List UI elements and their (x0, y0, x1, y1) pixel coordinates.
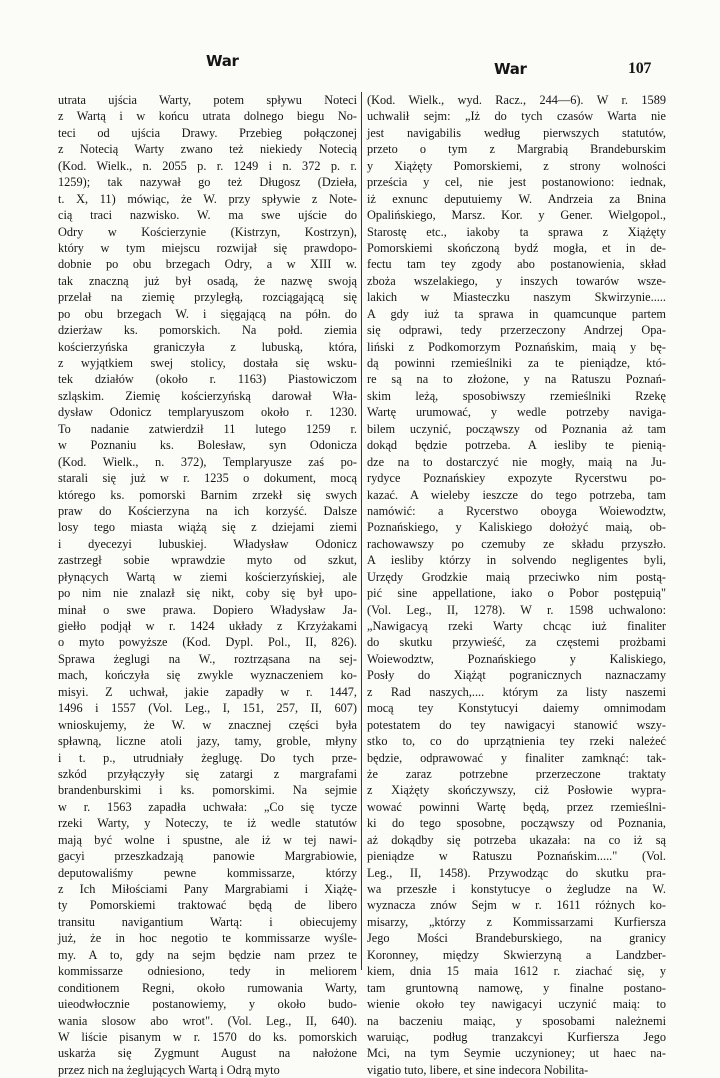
text-line: jest navigabilis według pierwszych statutów, (367, 125, 666, 140)
text-line: wania slosow abo wrot". (Vol. Leg., II, 640). (58, 1013, 357, 1028)
text-line: rydyce Poznańskiey expozyte Rycerstwu po- (367, 471, 666, 486)
text-line: z Xiążęty skończywszy, ciż Posłowie wypra- (367, 783, 666, 798)
text-line: Jego Mości Brandeburskiego, na granicy (367, 931, 666, 946)
text-line: wienie około tey nawigacyi uczynić maią: to (367, 997, 666, 1012)
text-line: uchwalił sejm: „Iż do tych czasów Warta nie (367, 109, 666, 124)
text-line: do skutku przywieść, za częstemi prożbami (367, 635, 666, 650)
left-column (58, 92, 357, 1077)
text-line: kiem, dnia 15 maia 1612 r. ziachać się, y (367, 964, 666, 979)
text-line: którego ks. pomorski Barnim zrzekł się swych (58, 487, 357, 502)
text-line: będzie, odprawować y finaliter zamknąć: tak- (367, 750, 666, 765)
text-line: starali się już w r. 1235 o dokument, mocą (58, 471, 357, 486)
text-line: kazać. A wieleby ieszcze do tego potrzeba, tam (367, 487, 666, 502)
text-line: 1496 i 1557 (Vol. Leg., I, 151, 257, II, 607) (58, 701, 357, 716)
text-line: skim leżą, sposobiwszy rzemieślniki Rzekę (367, 388, 666, 403)
text-line: z Ich Miłościami Pany Margrabiami i Xiążę- (58, 882, 357, 896)
text-line: i t. p., utrudniały żeglugę. Do tych prze- (58, 750, 357, 765)
text-line: że zaraz potrzebne przerzeczone traktaty (367, 766, 666, 781)
text-line: dze na to dostarczyć nie mogły, maią na Ju- (367, 454, 666, 469)
running-head-right: War (494, 60, 527, 78)
text-line: przelał na ziemię przyległą, rozciągającą się (58, 290, 357, 305)
text-line: A gdy iuż ta sprawa in quamcunque partem (367, 306, 666, 321)
text-line: stko to, co do uprzątnienia tey rzeki należeć (367, 734, 666, 749)
text-line: spławną, liczne atoli jazy, tamy, groble, młyny (58, 734, 357, 749)
text-line: Urzędy Grodzkie maią przeciwko nim postą- (367, 569, 666, 584)
text-line: minał o swe prawa. Dopiero Władysław Ja- (58, 602, 357, 617)
text-line: zastrzegł sobie wprawdzie myto od szkut, (58, 553, 357, 568)
right-column (367, 92, 666, 1077)
text-line: mają być wolne i spustne, ale iż w tej nawi- (58, 832, 357, 847)
text-line: gacyi przeszkadzają panowie Margrabiowie, (58, 849, 357, 864)
text-line: waruiąc, podług tranzakcyi Kurfiersza Jego (367, 1029, 666, 1044)
text-line: wa przeszłe i konstytucye o żegludze na W. (367, 882, 666, 896)
page-number: 107 (628, 60, 652, 77)
text-line: fectu tam tey zgody abo postanowienia, skład (367, 257, 666, 272)
text-line: Poznańskiego, y Kaliskiego dołożyć maią, ob- (367, 520, 666, 535)
text-line: lakich w Miasteczku naszym Skwirzynie..... (367, 290, 666, 305)
text-line: dzierżaw ks. pomorskich. Na połd. ziemia (58, 323, 357, 338)
text-line: szkód przyłączyły się zatargi z margrafami (58, 766, 357, 781)
text-line: z wyjątkiem swej stolicy, dostała się wsku- (58, 356, 357, 370)
text-line: przeto o tym z Margrabią Brandeburskim (367, 142, 666, 157)
text-line: 1259); tak nazywał go też Długosz (Dzieła, (58, 175, 357, 190)
running-head-left: War (206, 52, 239, 70)
text-line: z Wartą i w końcu utrata dolnego biegu No- (58, 109, 357, 124)
text-line: (Kod. Wielk., wyd. Racz., 244—6). W r. 1589 (367, 93, 666, 107)
text-line: uieodwłocznie postanowiemy, y około budo- (58, 997, 357, 1012)
text-line: rzeki Warty, y Noteczy, te iż wedle statutów (58, 816, 357, 831)
text-line: Posły do Xiążąt pogranicznych naznaczamy (367, 668, 666, 683)
text-line: tak znaczną już był osadą, że nazwę swoją (58, 273, 357, 288)
text-line: (Kod. Wielk., n. 2055 p. r. 1249 i n. 372 p. r. (58, 158, 357, 173)
text-line: W liście pisanym w r. 1570 do ks. pomorskich (58, 1029, 357, 1044)
text-line: płynących Wartą w ziemi kościerzyńskiej, ale (58, 569, 357, 584)
text-line: dą powinni rzemieślniki za te pieniądze, któ- (367, 356, 666, 370)
text-line: dobnie po obu brzegach Odry, a w XIII w. (58, 257, 357, 272)
text-line: iż exnunc deputuiemy W. Andrzeia za Bnina (367, 191, 666, 206)
text-line: uskarża się Zygmunt August na nałożone (58, 1046, 357, 1061)
text-line: wować powinni Wartę będą, przez rzemieślni- (367, 799, 666, 814)
text-line: misyi. Z uchwał, jakie zapadły w r. 1447, (58, 684, 357, 699)
text-line: (Vol. Leg., II, 1278). W r. 1598 uchwalono: (367, 602, 666, 617)
text-line: cią traci nazwisko. W. ma swe ujście do (58, 208, 357, 223)
text-line: rachowawszy po czemuby ze składu przyszło. (367, 536, 666, 551)
text-line: Wartę urumować, y wedle potrzeby naviga- (367, 405, 666, 420)
text-line: Woiewodztw, Poznańskiego y Kaliskiego, (367, 651, 666, 666)
text-line: conditionem Regni, około rumowania Warty, (58, 980, 357, 995)
text-line: my. A to, gdy na sejm będzie nam przez te (58, 947, 357, 962)
text-line: pieniądze w Ratuszu Poznańskim....." (Vol. (367, 849, 666, 864)
text-line: Odry w Kościerzynie (Kistrzyn, Kostrzyn), (58, 224, 357, 239)
text-line: dokąd będzie potrzeba. A iesliby te pienią- (367, 438, 666, 453)
text-line: utrata ujścia Warty, potem spływu Noteci (58, 93, 357, 107)
text-line: Sprawa żeglugi na W., roztrząsana na sej- (58, 651, 357, 666)
text-line: A iesliby którzy in solvendo negligentes byli, (367, 553, 666, 568)
text-line: już, że in hoc negotio te kommissarze wyśle- (58, 931, 357, 946)
text-line: brandenburskimi i ks. pomorskimi. Na sejmie (58, 783, 357, 798)
text-line: wyznacza znów Sejm w r. 1611 różnych ko- (367, 898, 666, 913)
text-line: kościerzyńska graniczyła z lubuską, która, (58, 339, 357, 354)
text-line: z Notecią Warty zwano też niekiedy Notecią (58, 142, 357, 157)
text-line: po obu brzegach W. i sięgającą na półn. do (58, 306, 357, 321)
text-line: ki do tego sposobne, począwszy od Poznania, (367, 816, 666, 831)
text-line: (Kod. Wielk., n. 372), Templaryusze zaś po- (58, 454, 357, 469)
text-line: o myto powyższe (Kod. Dypl. Pol., II, 826). (58, 635, 357, 650)
text-line: aż dokądby się potrzeba ukazała: na co iż są (367, 832, 666, 847)
text-line: y Xiążęty Pomorskiemi, z strony wolności (367, 158, 666, 173)
text-line: re są na to złożone, y na Ratuszu Poznań- (367, 372, 666, 387)
text-line: teci od ujścia Drawy. Przebieg połączonej (58, 125, 357, 140)
text-line: który w tym miejscu rozwijał się prawdopo- (58, 240, 357, 255)
text-line: ty Pomorskiemi traktować będą de libero (58, 898, 357, 913)
text-line: zboża wszelakiego, y inszych towarów wsze- (367, 273, 666, 288)
text-line: w Poznaniu ks. Bolesław, syn Odonicza (58, 438, 357, 453)
text-line: z Rad naszych,.... którym za listy naszemi (367, 684, 666, 699)
text-line: praw do Kościerzyna na ich korzyść. Dalsze (58, 503, 357, 518)
text-line: mach, kończyła się zwykle wyznaczeniem ko- (58, 668, 357, 683)
text-line: tek działów (około r. 1163) Piastowiczom (58, 372, 357, 387)
text-line: szląskim. Ziemię kościerzyńską darował Wła- (58, 388, 357, 403)
text-line: potestatem do tey nawigacyi stanowić wszy- (367, 717, 666, 732)
text-line: się odprawi, tedy przerzeczony Andrzej Opa- (367, 323, 666, 338)
text-line: liński z Podkomorzym Poznańskim, maią y bę- (367, 339, 666, 354)
text-line: Opalińskiego, Marsz. Kor. y Gener. Wielgopol., (367, 208, 666, 223)
text-line: Mci, na tym Seymie uczynioney; ut haec na- (367, 1046, 666, 1061)
text-line: Leg., II, 1458). Przywodząc do skutku pra- (367, 865, 666, 880)
text-line: t. X, 11) mówiąc, że W. przy spływie z Note- (58, 191, 357, 206)
text-line: i dyecezyi lubuskiej. Władysław Odonicz (58, 536, 357, 551)
text-line: Koronney, między Skwierzyną a Landzber- (367, 947, 666, 962)
text-line: transitu navigantium Wartą: i obiecujemy (58, 914, 357, 929)
text-line: tam gruntowną namowę, y finalne postano- (367, 980, 666, 995)
text-line: „Nawigacyą rzeki Warty chcąc iuż finaliter (367, 619, 666, 633)
text-line: vigatio tuto, libere, et sine indecora Nobilita- (367, 1062, 589, 1077)
text-line: na baczeniu maiąc, y sposobami należnemi (367, 1013, 666, 1028)
text-line: dysław Odonicz templaryuszom około r. 1230. (58, 405, 357, 420)
text-line: Starostę etc., iakoby ta sprawa z Xiążęty (367, 224, 666, 239)
text-line: giełło podjął w r. 1424 układy z Krzyżakami (58, 619, 357, 633)
text-line: mocą tey Konstytucyi daiemy omnimodam (367, 701, 666, 716)
text-line: wnioskujemy, że W. w znacznej części była (58, 717, 357, 732)
text-line: misarzy, „którzy z Kommissarzami Kurfiersza (367, 914, 666, 929)
text-line: kommissarze odniesiono, tedy in meliorem (58, 964, 357, 979)
text-line: losy tego miasta wiążą się z dziejami ziemi (58, 520, 357, 535)
text-line: bilem uczynić, począwszy od Poznania aż tam (367, 421, 666, 436)
column-divider (361, 92, 362, 970)
text-line: Pomorskiemi skończoną bydź mogła, et in de- (367, 240, 666, 255)
text-line: w r. 1563 zapadła uchwała: „Co się tycze (58, 799, 357, 814)
text-line: prześcia y cel, nie jest postanowiono: iednak, (367, 175, 666, 190)
text-line: przez nich na żeglujących Wartą i Odrą myto (58, 1062, 280, 1077)
text-line: namówić: a Rycerstwo oboyga Woiewodztw, (367, 503, 666, 518)
text-line: po nim nie znalazł się nikt, coby się był upo- (58, 586, 357, 601)
text-line: deputowaliśmy pewne kommissarze, którzy (58, 865, 357, 880)
text-line: To nadanie zatwierdził 11 lutego 1259 r. (58, 421, 357, 436)
text-line: pić sine appellatione, iako o Pobor postępuią" (367, 586, 666, 601)
